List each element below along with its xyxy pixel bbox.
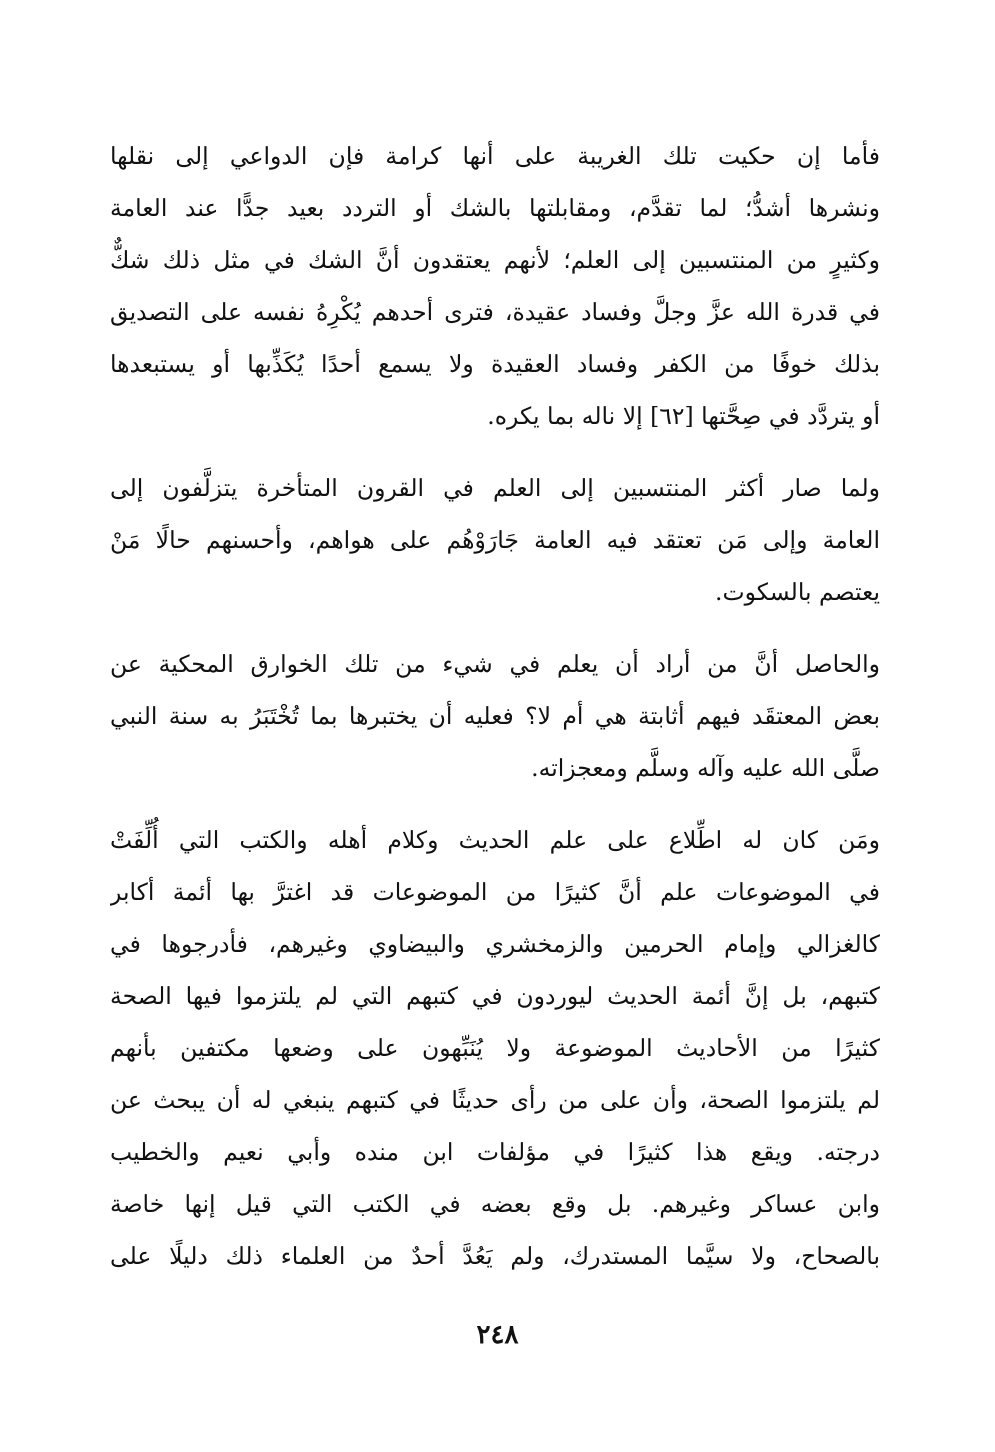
text-line: والحاصل أنَّ من أراد أن يعلم في شيء من تلك الخوارق المحكية عن xyxy=(110,650,880,678)
text-line: بذلك خوفًا من الكفر وفساد العقيدة ولا يسمع أحدًا يُكَذِّبها أو يستبعدها xyxy=(110,350,880,378)
text-line: في قدرة الله عزَّ وجلَّ وفساد عقيدة، فترى أحدهم يُكْرِهُ نفسه على التصديق xyxy=(110,298,880,326)
text-line: فأما إن حكيت تلك الغريبة على أنها كرامة فإن الدواعي إلى نقلها xyxy=(110,142,880,170)
text-line: أو يتردَّد في صِحَّتها [٦٢] إلا ناله بما يكره. xyxy=(487,402,880,430)
text-line: درجته. ويقع هذا كثيرًا في مؤلفات ابن منده وأبي نعيم والخطيب xyxy=(110,1138,880,1166)
text-line: ومَن كان له اطِّلاع على علم الحديث وكلام أهله والكتب التي أُلِّفَتْ xyxy=(110,826,880,854)
body-text xyxy=(110,130,880,1302)
text-line: بعض المعتقَد فيهم أثابتة هي أم لا؟ فعليه أن يختبرها بما تُخْتَبَرُ به سنة النبي xyxy=(110,702,880,730)
text-line: كثيرًا من الأحاديث الموضوعة ولا يُنَبِّهون على وضعها مكتفين بأنهم xyxy=(110,1034,880,1062)
text-line: لم يلتزموا الصحة، وأن على من رأى حديثًا في كتبهم ينبغي له أن يبحث عن xyxy=(110,1086,880,1114)
text-line: وكثيرٍ من المنتسبين إلى العلم؛ لأنهم يعتقدون أنَّ الشك في مثل ذلك شكٌّ xyxy=(110,246,880,274)
paragraph xyxy=(110,130,880,442)
text-line: بالصحاح، ولا سيَّما المستدرك، ولم يَعُدَّ أحدٌ من العلماء ذلك دليلًا على xyxy=(110,1242,880,1270)
text-line: العامة وإلى مَن تعتقد فيه العامة جَارَوْهُم على هواهم، وأحسنهم حالًا مَنْ xyxy=(110,526,880,554)
text-line: كالغزالي وإمام الحرمين والزمخشري والبيضاوي وغيرهم، فأدرجوها في xyxy=(110,930,880,958)
text-line: ونشرها أشدُّ؛ لما تقدَّم، ومقابلتها بالشك أو التردد بعيد جدًّا عند العامة xyxy=(110,194,880,222)
paragraph xyxy=(110,814,880,1282)
paragraph xyxy=(110,638,880,794)
text-line: في الموضوعات علم أنَّ كثيرًا من الموضوعات قد اغترَّ بها أئمة أكابر xyxy=(110,878,880,906)
text-line: كتبهم، بل إنَّ أئمة الحديث ليوردون في كتبهم التي لم يلتزموا فيها الصحة xyxy=(110,982,880,1010)
text-line: وابن عساكر وغيرهم. بل وقع بعضه في الكتب التي قيل إنها خاصة xyxy=(110,1190,880,1218)
text-line: صلَّى الله عليه وآله وسلَّم ومعجزاته. xyxy=(531,754,880,782)
text-line: يعتصم بالسكوت. xyxy=(715,578,880,606)
text-line: ولما صار أكثر المنتسبين إلى العلم في القرون المتأخرة يتزلَّفون إلى xyxy=(110,474,880,502)
paragraph xyxy=(110,462,880,618)
page-number: ٢٤٨ xyxy=(476,1320,519,1350)
